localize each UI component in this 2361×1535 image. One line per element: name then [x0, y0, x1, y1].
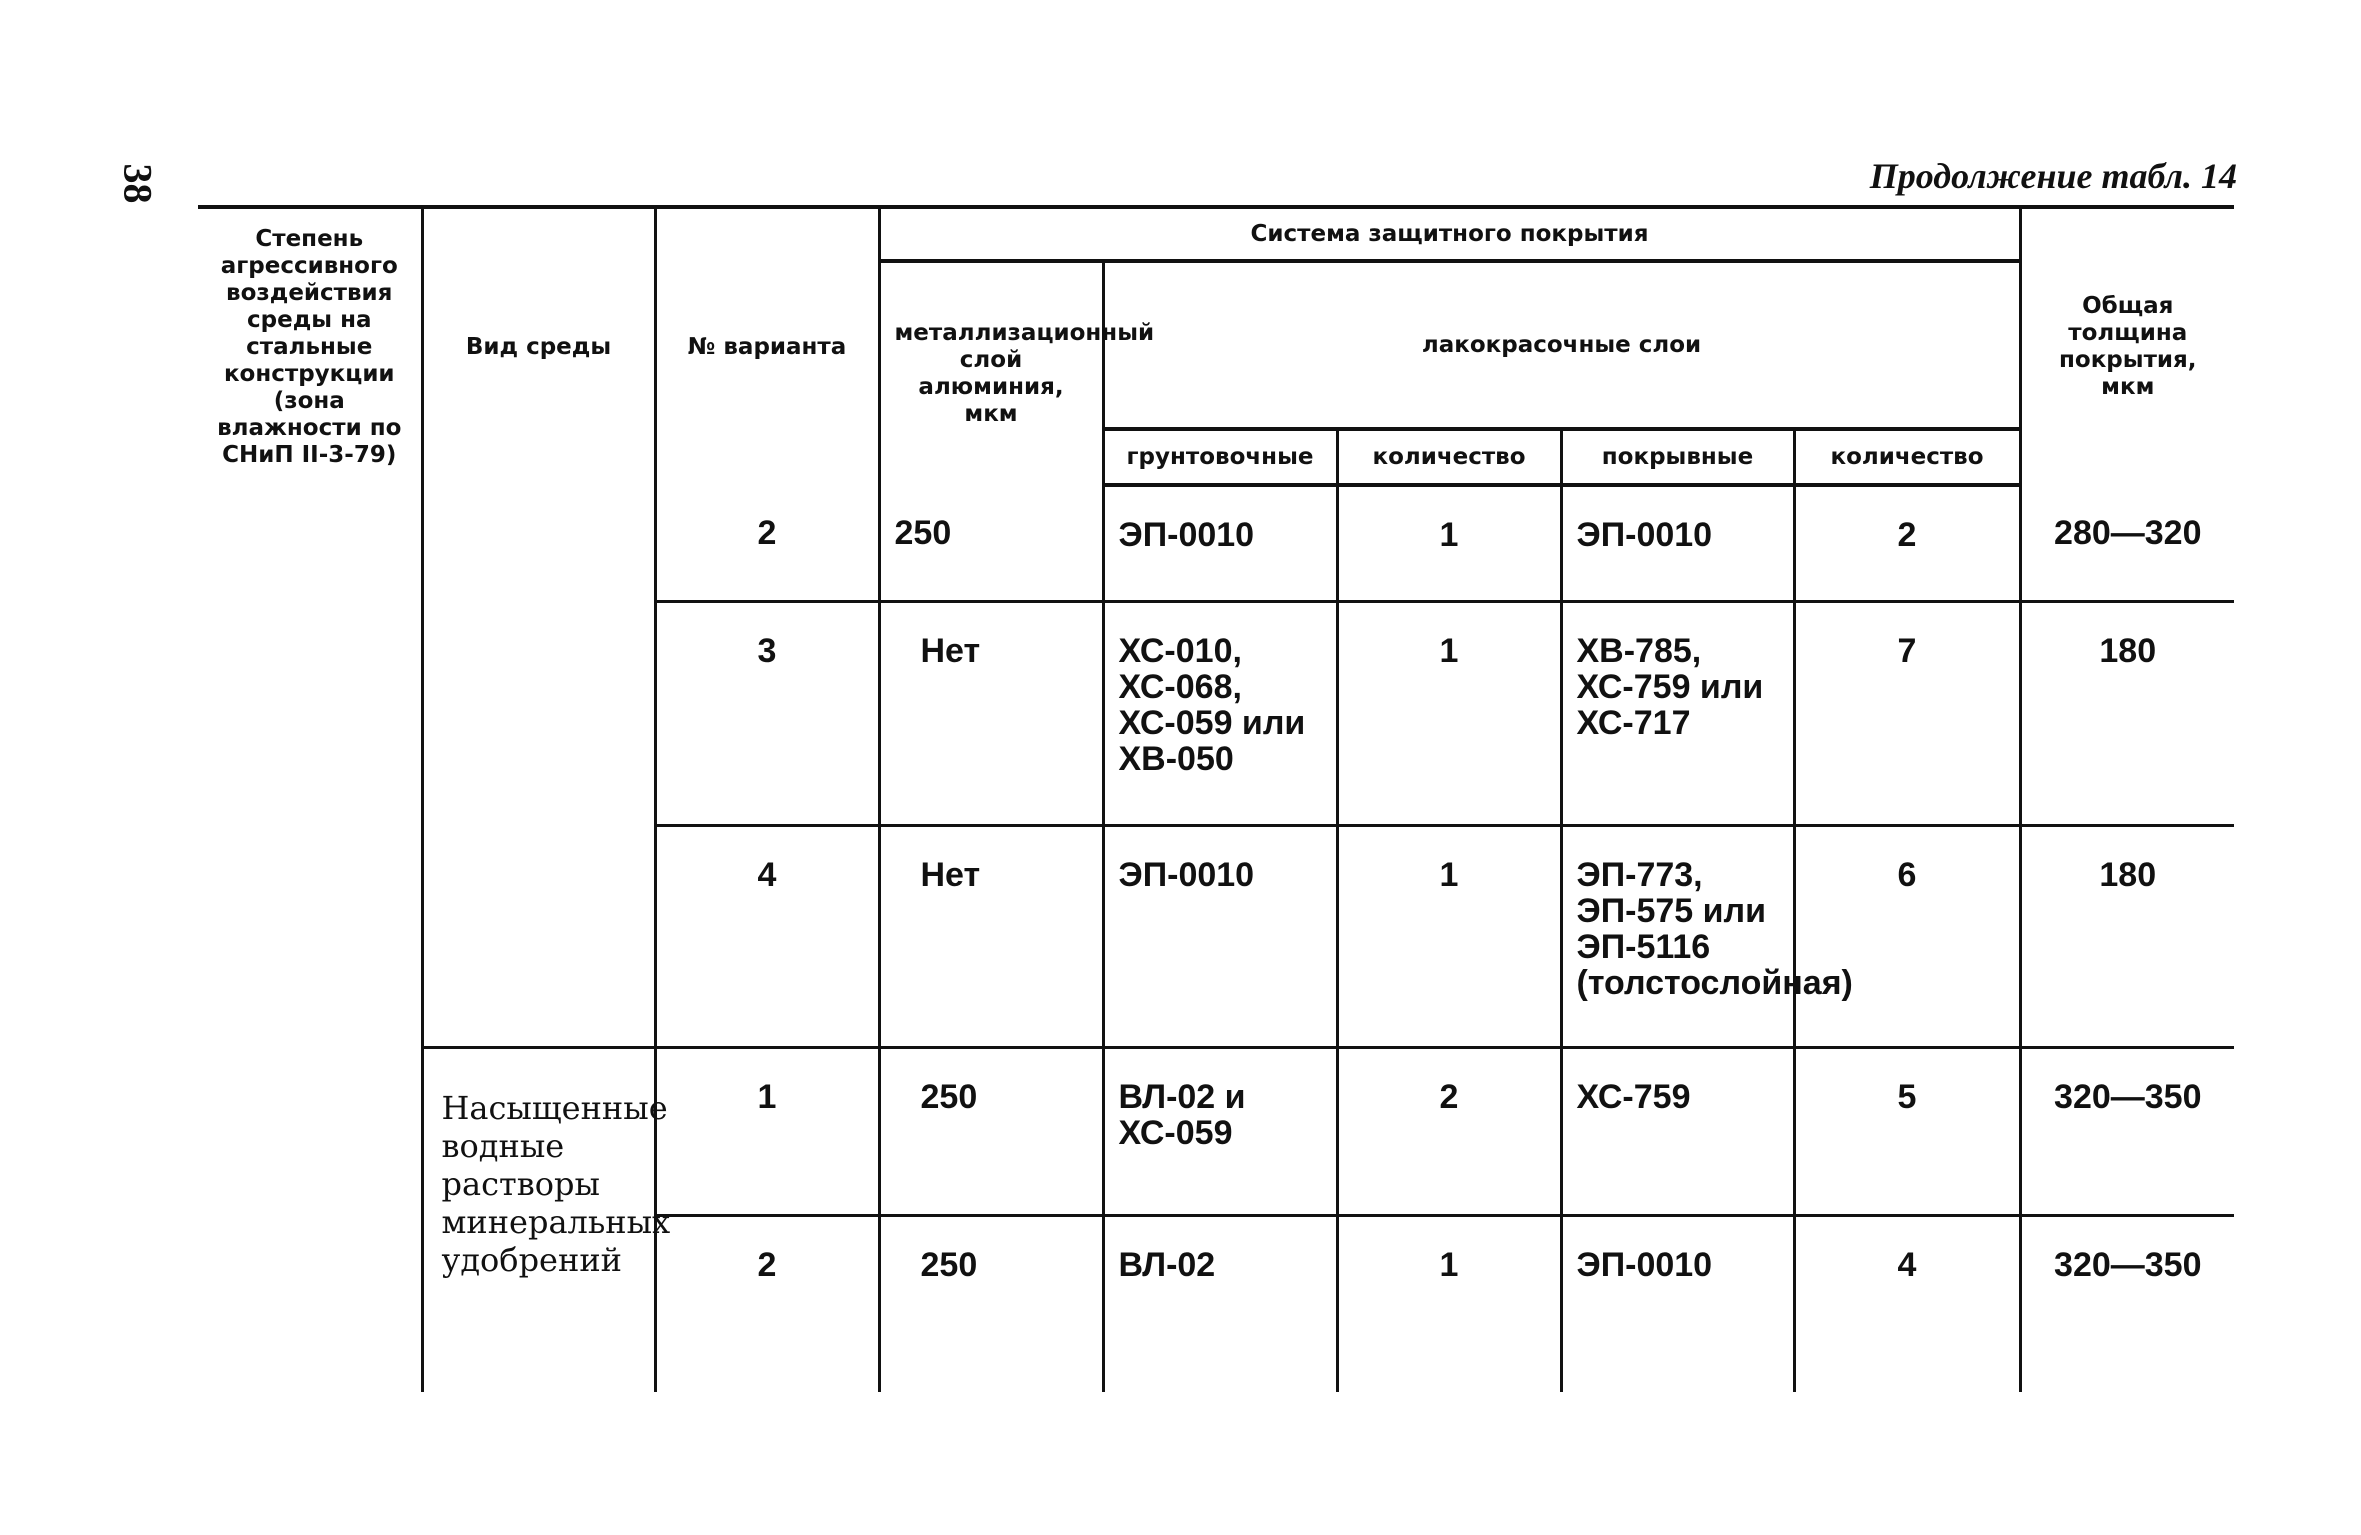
header-variant: № варианта: [655, 207, 879, 485]
header-total: Общая толщина покрытия, мкм: [2020, 207, 2234, 485]
primer-qty: 1: [1337, 601, 1561, 825]
environment-group: Насыщенные водные растворы минеральных удобрений: [422, 1047, 655, 1392]
metal: 250: [879, 1215, 1103, 1392]
header-primer: грунтовочные: [1103, 429, 1337, 485]
primer-qty: 1: [1337, 1215, 1561, 1392]
header-paint-layers: лакокрасочные слои: [1103, 261, 2020, 429]
total: 320—350: [2020, 1047, 2234, 1215]
metal: 250: [879, 1047, 1103, 1215]
header-metal: металлизационный слой алюминия, мкм: [879, 261, 1103, 485]
degree-cell: [198, 485, 422, 1392]
metal: 250: [879, 485, 1103, 601]
header-cover: покрывные: [1561, 429, 1794, 485]
cover-qty: 6: [1794, 825, 2020, 1047]
total: 280—320: [2020, 485, 2234, 601]
cover-qty: 7: [1794, 601, 2020, 825]
header-system: Система защитного покрытия: [879, 207, 2020, 261]
variant: 1: [655, 1047, 879, 1215]
environment-cell-empty: [422, 485, 655, 1047]
variant: 2: [655, 1215, 879, 1392]
cover: ХС-759: [1561, 1047, 1794, 1215]
primer-qty: 1: [1337, 825, 1561, 1047]
variant: 2: [655, 485, 879, 601]
primer: ХС-010, ХС-068, ХС-059 или ХВ-050: [1103, 601, 1337, 825]
primer: ВЛ-02 и ХС-059: [1103, 1047, 1337, 1215]
cover-qty: 2: [1794, 485, 2020, 601]
cover-qty: 4: [1794, 1215, 2020, 1392]
header-primer-qty: количество: [1337, 429, 1561, 485]
table-continuation-title: Продолжение табл. 14: [1869, 156, 2237, 196]
header-degree: Степень агрессивного воздействия среды на стальные конструкции (зона влажности по СНиП II-3-79): [198, 207, 422, 485]
page-number: 38: [115, 163, 161, 204]
cover: ЭП-0010: [1561, 1215, 1794, 1392]
total: 320—350: [2020, 1215, 2234, 1392]
variant: 3: [655, 601, 879, 825]
metal: Нет: [879, 825, 1103, 1047]
primer-qty: 2: [1337, 1047, 1561, 1215]
total: 180: [2020, 601, 2234, 825]
variant: 4: [655, 825, 879, 1047]
cover: ХВ-785, ХС-759 или ХС-717: [1561, 601, 1794, 825]
header-environment: Вид среды: [422, 207, 655, 485]
header-cover-qty: количество: [1794, 429, 2020, 485]
metal: Нет: [879, 601, 1103, 825]
cover-qty: 5: [1794, 1047, 2020, 1215]
primer: ЭП-0010: [1103, 485, 1337, 601]
coating-table: [198, 205, 2234, 1392]
primer: ВЛ-02: [1103, 1215, 1337, 1392]
cover: ЭП-773, ЭП-575 или ЭП-5116 (толстослойная): [1561, 825, 1794, 1047]
total: 180: [2020, 825, 2234, 1047]
primer: ЭП-0010: [1103, 825, 1337, 1047]
cover: ЭП-0010: [1561, 485, 1794, 601]
primer-qty: 1: [1337, 485, 1561, 601]
